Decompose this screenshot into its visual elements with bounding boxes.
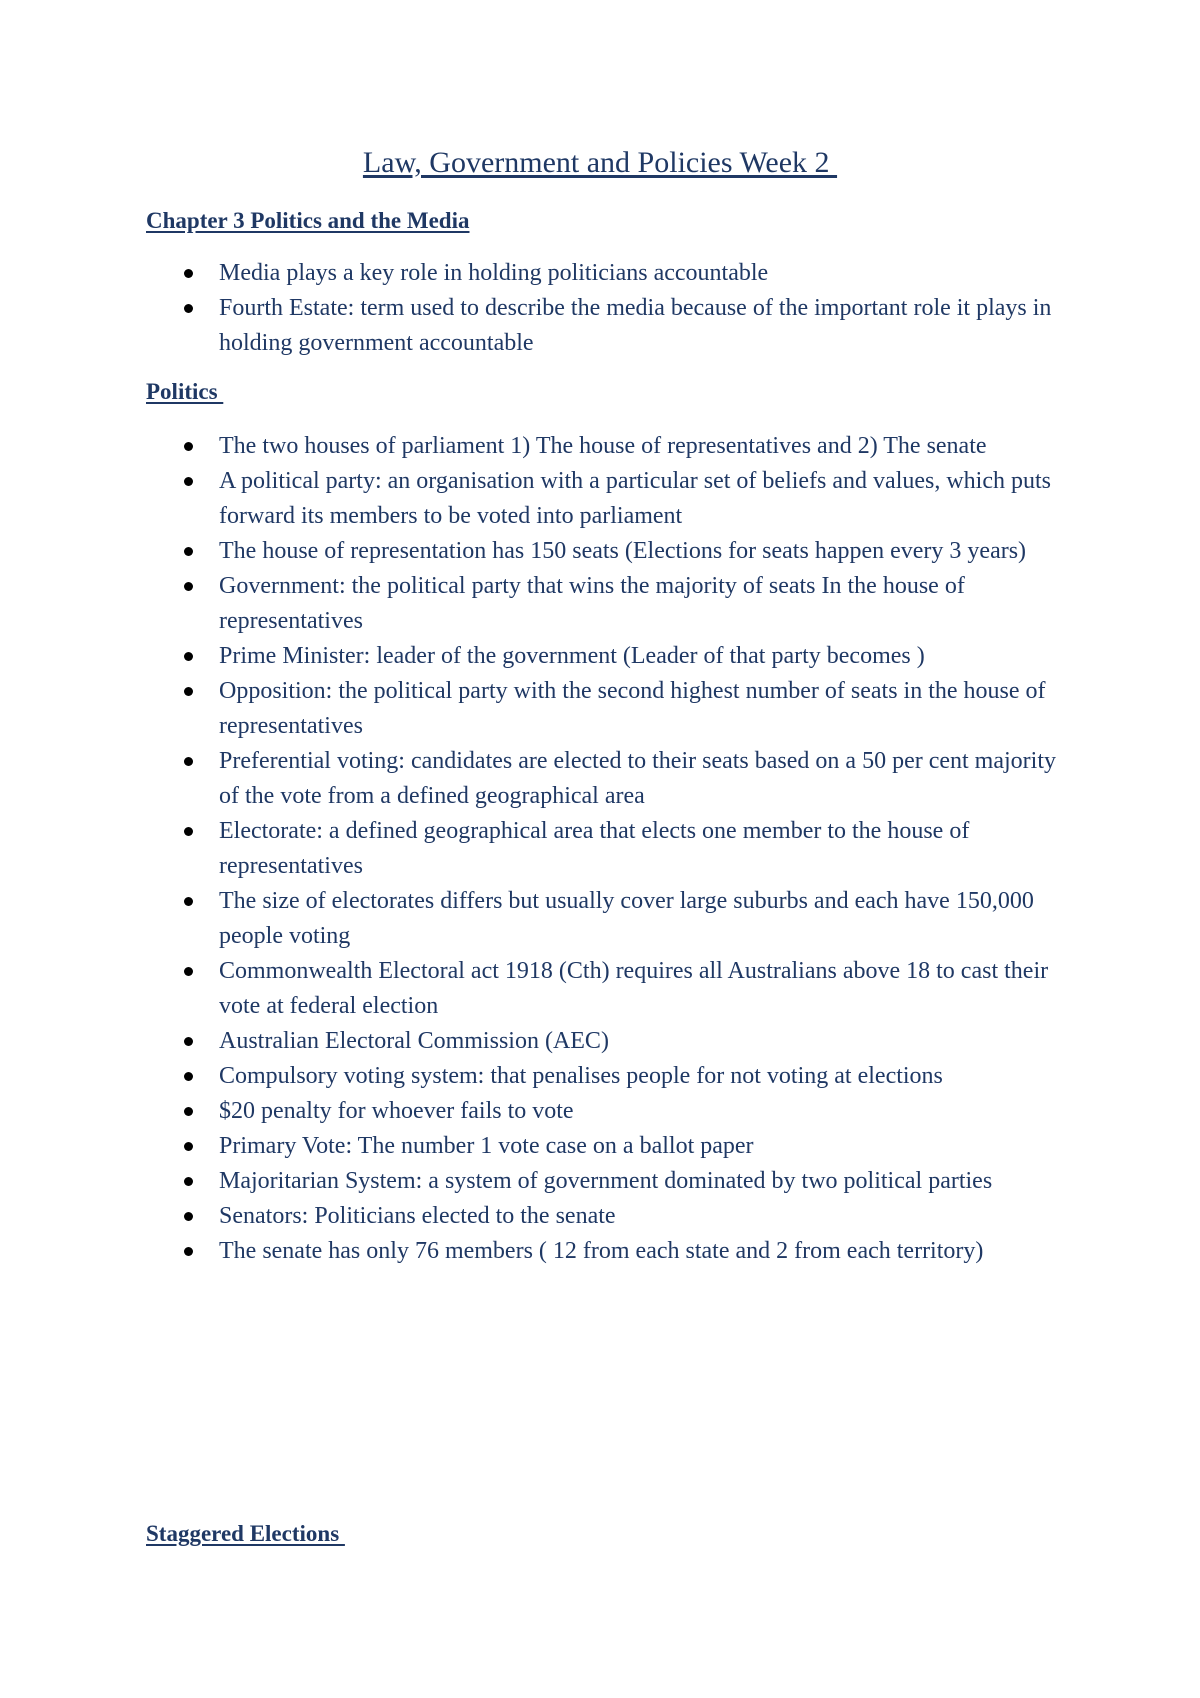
list-item [146,1164,1066,1199]
list-item-text: Compulsory voting system: that penalises people for not voting at elections [219,1063,943,1089]
list-item [146,534,1066,569]
document-title: Law, Government and Policies Week 2 [362,146,838,179]
list-item [146,954,1066,1024]
list-item [146,256,1066,291]
list-item-text: Commonwealth Electoral act 1918 (Cth) requires all Australians above 18 to cast their vote at federal election [219,958,1049,1019]
list-item [146,464,1066,534]
bullet-icon [184,827,193,836]
bullet-icon [184,967,193,976]
bullet-icon [184,687,193,696]
bullet-list-politics [146,429,1066,1269]
bullet-icon [184,652,193,661]
list-item-text: Government: the political party that wins the majority of seats In the house of representatives [219,573,965,634]
list-item-text: Media plays a key role in holding politicians accountable [219,260,769,286]
list-item-text: Australian Electoral Commission (AEC) [219,1028,609,1054]
list-item-text: A political party: an organisation with a particular set of beliefs and values, which puts forward its members to be voted into parliament [219,468,1052,529]
bullet-icon [184,1177,193,1186]
section-heading-politics: Politics [146,379,224,404]
list-item-text: Preferential voting: candidates are elected to their seats based on a 50 per cent majority of the vote from a defined geographical area [219,748,1056,809]
bullet-icon [184,1072,193,1081]
bullet-icon [184,1107,193,1116]
list-item-text: Electorate: a defined geographical area that elects one member to the house of representatives [219,818,970,879]
bullet-icon [184,304,193,313]
list-item [146,1234,1066,1269]
bullet-list-media [146,256,1066,361]
list-item [146,744,1066,814]
list-item-text: The two houses of parliament 1) The house of representatives and 2) The senate [219,433,987,459]
list-item [146,1059,1066,1094]
list-item-text: Fourth Estate: term used to describe the media because of the important role it plays in holding government accountable [219,295,1052,356]
bullet-icon [184,897,193,906]
list-item [146,569,1066,639]
list-item-text: The senate has only 76 members ( 12 from each state and 2 from each territory) [219,1238,984,1264]
list-item [146,674,1066,744]
bullet-icon [184,757,193,766]
list-item-text: Opposition: the political party with the second highest number of seats in the house of representatives [219,678,1046,739]
bullet-icon [184,1212,193,1221]
bullet-icon [184,269,193,278]
list-item [146,639,1066,674]
list-item-text: Prime Minister: leader of the government (Leader of that party becomes ) [219,643,925,669]
list-item-text: Primary Vote: The number 1 vote case on a ballot paper [219,1133,754,1159]
section-heading-staggered-elections: Staggered Elections [146,1521,345,1546]
bullet-icon [184,1037,193,1046]
list-item [146,1129,1066,1164]
bullet-icon [184,547,193,556]
bullet-icon [184,1142,193,1151]
bullet-icon [184,1247,193,1256]
list-item [146,1199,1066,1234]
bullet-icon [184,477,193,486]
list-item [146,814,1066,884]
list-item-text: Senators: Politicians elected to the senate [219,1203,616,1229]
list-item [146,291,1066,361]
list-item [146,1094,1066,1129]
bullet-icon [184,582,193,591]
list-item-text: $20 penalty for whoever fails to vote [219,1098,574,1124]
list-item [146,1024,1066,1059]
list-item [146,884,1066,954]
list-item-text: Majoritarian System: a system of government dominated by two political parties [219,1168,993,1194]
list-item-text: The size of electorates differs but usually cover large suburbs and each have 150,000 people voting [219,888,1034,949]
section-heading-chapter-3: Chapter 3 Politics and the Media [146,208,470,233]
bullet-icon [184,442,193,451]
list-item-text: The house of representation has 150 seats (Elections for seats happen every 3 years) [219,538,1027,564]
list-item [146,429,1066,464]
